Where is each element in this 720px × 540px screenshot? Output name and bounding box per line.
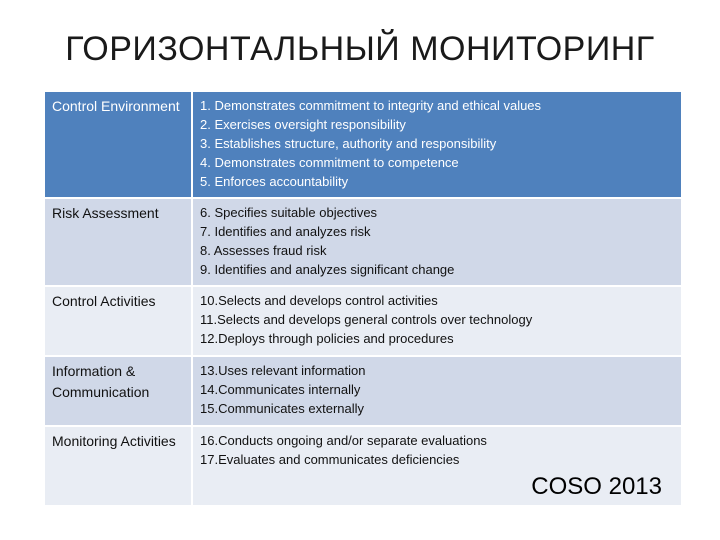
principle-item: 16.Conducts ongoing and/or separate evaluations (200, 433, 487, 448)
principles-cell (192, 92, 681, 198)
principle-item: 15.Communicates externally (200, 401, 365, 416)
component-cell: Control Environment (45, 92, 192, 198)
principle-item: 7. Identifies and analyzes risk (200, 224, 371, 239)
component-cell: Information & Communication (45, 356, 192, 426)
table-row (45, 356, 681, 426)
principle-item: 8. Assesses fraud risk (200, 243, 327, 258)
principle-item: 9. Identifies and analyzes significant change (200, 262, 455, 277)
table-row (45, 92, 681, 198)
component-cell: Risk Assessment (45, 198, 192, 286)
principle-item: 1. Demonstrates commitment to integrity and ethical values (200, 98, 542, 113)
principle-item: 14.Communicates internally (200, 382, 361, 397)
principle-item: 4. Demonstrates commitment to competence (200, 155, 459, 170)
principle-item: 6. Specifies suitable objectives (200, 205, 378, 220)
component-cell: Control Activities (45, 286, 192, 356)
page-title: ГОРИЗОНТАЛЬНЫЙ МОНИТОРИНГ (65, 30, 655, 68)
principle-item: 13.Uses relevant information (200, 363, 366, 378)
principles-cell (192, 286, 681, 356)
principles-cell (192, 356, 681, 426)
principle-item: 5. Enforces accountability (200, 174, 349, 189)
table-row (45, 198, 681, 286)
principle-item: 2. Exercises oversight responsibility (200, 117, 406, 132)
coso-label: COSO 2013 (531, 473, 662, 500)
component-cell: Monitoring Activities (45, 426, 192, 506)
table-row (45, 286, 681, 356)
principle-item: 11.Selects and develops general controls over technology (200, 312, 533, 327)
coso-principles-table (45, 92, 681, 507)
principles-cell (192, 198, 681, 286)
principle-item: 3. Establishes structure, authority and responsibility (200, 136, 497, 151)
principle-item: 10.Selects and develops control activities (200, 293, 438, 308)
principle-item: 17.Evaluates and communicates deficiencies (200, 452, 460, 467)
principle-item: 12.Deploys through policies and procedures (200, 331, 454, 346)
